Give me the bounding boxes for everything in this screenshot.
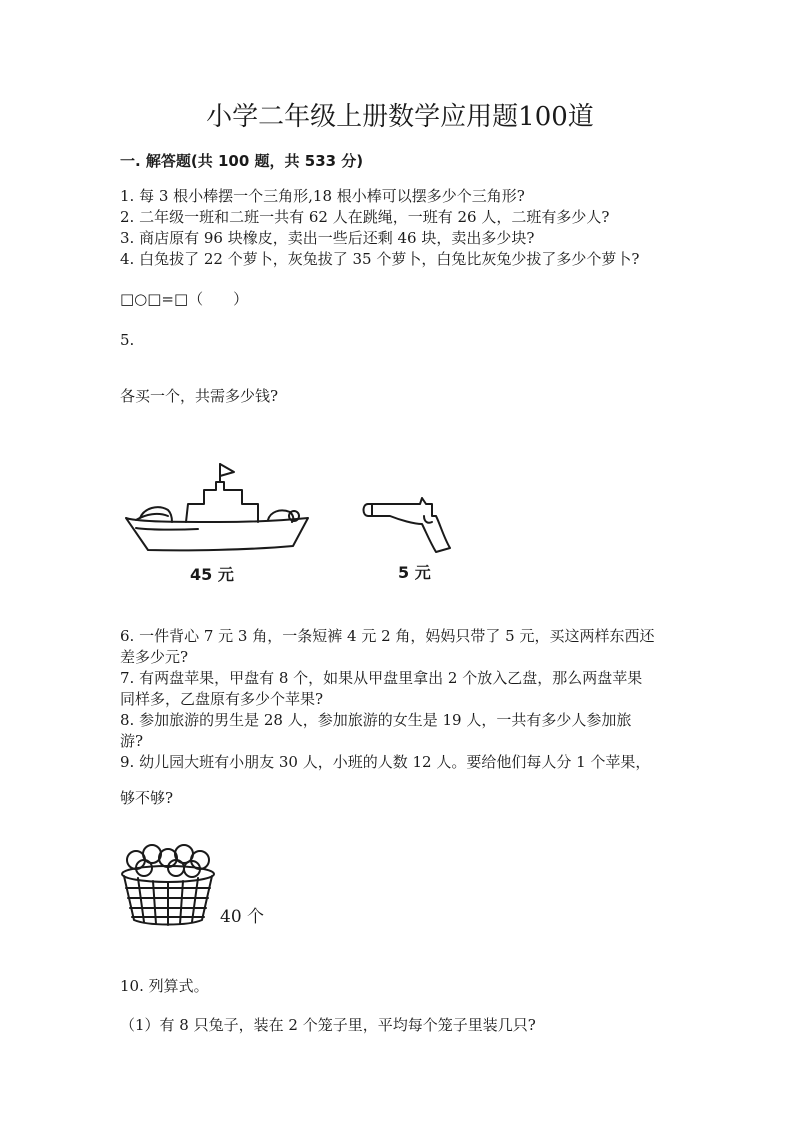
question-5-text: 各买一个，共需多少钱?	[120, 387, 279, 405]
question-7-line-2: 同样多，乙盘原有多少个苹果?	[120, 690, 324, 708]
apple-basket-illustration	[118, 842, 218, 932]
question-1: 1. 每 3 根小棒摆一个三角形,18 根小棒可以摆多少个三角形?	[120, 187, 525, 205]
toy-gun-illustration	[360, 492, 470, 562]
ship-illustration	[118, 458, 318, 558]
question-3: 3. 商店原有 96 块橡皮，卖出一些后还剩 46 块，卖出多少块?	[120, 229, 535, 247]
question-8-line-2: 游?	[120, 732, 144, 750]
question-4-formula: □○□=□（ ）	[120, 290, 249, 308]
question-4: 4. 白兔拔了 22 个萝卜，灰兔拔了 35 个萝卜，白兔比灰兔少拔了多少个萝卜?	[120, 250, 640, 268]
question-7-line-1: 7. 有两盘苹果，甲盘有 8 个，如果从甲盘里拿出 2 个放入乙盘，那么两盘苹果	[120, 669, 643, 687]
page-title: 小学二年级上册数学应用题100道	[206, 102, 594, 132]
section-heading: 一. 解答题(共 100 题，共 533 分)	[120, 152, 364, 170]
ship-price: 45 元	[190, 565, 234, 584]
question-8-line-1: 8. 参加旅游的男生是 28 人，参加旅游的女生是 19 人，一共有多少人参加旅	[120, 711, 632, 729]
question-10: 10. 列算式。	[120, 977, 209, 995]
question-10-sub-1: （1）有 8 只兔子，装在 2 个笼子里，平均每个笼子里装几只?	[120, 1016, 536, 1034]
question-2: 2. 二年级一班和二班一共有 62 人在跳绳，一班有 26 人，二班有多少人?	[120, 208, 610, 226]
question-6-line-1: 6. 一件背心 7 元 3 角，一条短裤 4 元 2 角，妈妈只带了 5 元，买这两样东西还	[120, 627, 655, 645]
question-5-number: 5.	[120, 331, 135, 349]
question-9-line-2: 够不够?	[120, 789, 174, 807]
basket-apple-count: 40 个	[220, 907, 265, 927]
question-6-line-2: 差多少元?	[120, 648, 189, 666]
question-9-line-1: 9. 幼儿园大班有小朋友 30 人，小班的人数 12 人。要给他们每人分 1 个苹果，	[120, 753, 651, 771]
toy-gun-price: 5 元	[398, 563, 431, 582]
